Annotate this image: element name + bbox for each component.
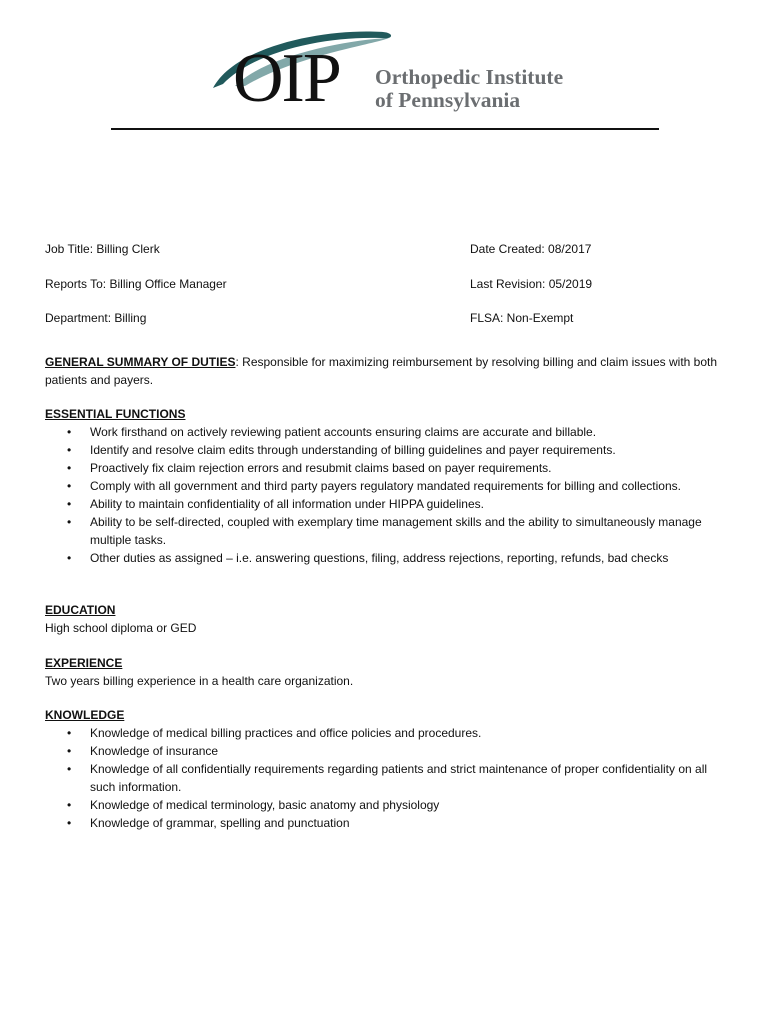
bullet-icon: •: [67, 497, 72, 511]
list-item: [45, 549, 735, 567]
department: Department: Billing: [45, 311, 147, 325]
list-item: [45, 423, 735, 441]
list-item-text: Work firsthand on actively reviewing patient accounts ensuring claims are accurate and billable.: [90, 425, 597, 439]
bullet-icon: •: [67, 762, 72, 776]
knowledge-heading: KNOWLEDGE: [45, 708, 125, 722]
experience-section: [45, 654, 735, 690]
list-item-text: Ability to maintain confidentiality of all information under HIPPA guidelines.: [90, 497, 484, 511]
flsa-status: FLSA: Non-Exempt: [470, 311, 574, 325]
summary-heading: GENERAL SUMMARY OF DUTIES: [45, 355, 236, 369]
essential-heading: ESSENTIAL FUNCTIONS: [45, 407, 186, 421]
last-revision: Last Revision: 05/2019: [470, 277, 593, 291]
list-item: [45, 513, 735, 549]
bullet-icon: •: [67, 551, 72, 565]
list-item-text: Knowledge of grammar, spelling and punctuation: [90, 816, 350, 830]
list-item: [45, 742, 735, 760]
list-item-text: Knowledge of medical terminology, basic anatomy and physiology: [90, 798, 440, 812]
logo-mark: OIP: [233, 40, 340, 117]
list-item-text: Knowledge of insurance: [90, 744, 219, 758]
meta-row-1: [45, 242, 725, 258]
education-section: [45, 601, 735, 637]
list-item-text: Ability to be self-directed, coupled with exemplary time management skills and the ability to simultaneously manage multiple tasks.: [90, 515, 702, 547]
meta-row-2: [45, 277, 725, 293]
list-item-text: Knowledge of medical billing practices and office policies and procedures.: [90, 726, 482, 740]
list-item-text: Proactively fix claim rejection errors and resubmit claims based on payer requirements.: [90, 461, 552, 475]
bullet-icon: •: [67, 479, 72, 493]
bullet-icon: •: [67, 461, 72, 475]
bullet-icon: •: [67, 798, 72, 812]
bullet-icon: •: [67, 443, 72, 457]
experience-heading: EXPERIENCE: [45, 656, 123, 670]
experience-text: Two years billing experience in a health care organization.: [45, 674, 354, 688]
summary-colon: :: [235, 355, 239, 369]
logo-line-1: Orthopedic Institute: [375, 65, 564, 89]
summary-text: Responsible for maximizing reimbursement by resolving billing and claim issues with both patients and payers.: [45, 355, 718, 387]
education-heading: EDUCATION: [45, 603, 116, 617]
knowledge-list: [45, 724, 735, 832]
list-item: [45, 459, 735, 477]
list-item: [45, 724, 735, 742]
bullet-icon: •: [67, 515, 72, 529]
essential-functions: [45, 405, 735, 567]
list-item-text: Identify and resolve claim edits through understanding of billing guidelines and payer requirements.: [90, 443, 616, 457]
list-item: [45, 796, 735, 814]
bullet-icon: •: [67, 425, 72, 439]
date-created: Date Created: 08/2017: [470, 242, 592, 256]
bullet-icon: •: [67, 816, 72, 830]
company-logo: [205, 26, 565, 126]
list-item: [45, 495, 735, 513]
reports-to: Reports To: Billing Office Manager: [45, 277, 227, 291]
list-item: [45, 760, 735, 796]
essential-list: [45, 423, 735, 567]
list-item-text: Other duties as assigned – i.e. answering questions, filing, address rejections, reporting, refunds, bad checks: [90, 551, 669, 565]
meta-row-3: [45, 311, 725, 327]
bullet-icon: •: [67, 744, 72, 758]
education-text: High school diploma or GED: [45, 621, 197, 635]
list-item-text: Knowledge of all confidentially requirements regarding patients and strict maintenance of proper confidentiality on all such information.: [90, 762, 708, 794]
logo-line-2: of Pennsylvania: [375, 88, 521, 112]
bullet-icon: •: [67, 726, 72, 740]
list-item: [45, 814, 735, 832]
header-divider: [111, 128, 659, 130]
list-item: [45, 441, 735, 459]
logo-wordmark: [375, 66, 563, 112]
general-summary: [45, 353, 735, 389]
knowledge-section: [45, 706, 735, 832]
job-title: Job Title: Billing Clerk: [45, 242, 160, 256]
list-item-text: Comply with all government and third party payers regulatory mandated requirements for billing and collections.: [90, 479, 681, 493]
list-item: [45, 477, 735, 495]
